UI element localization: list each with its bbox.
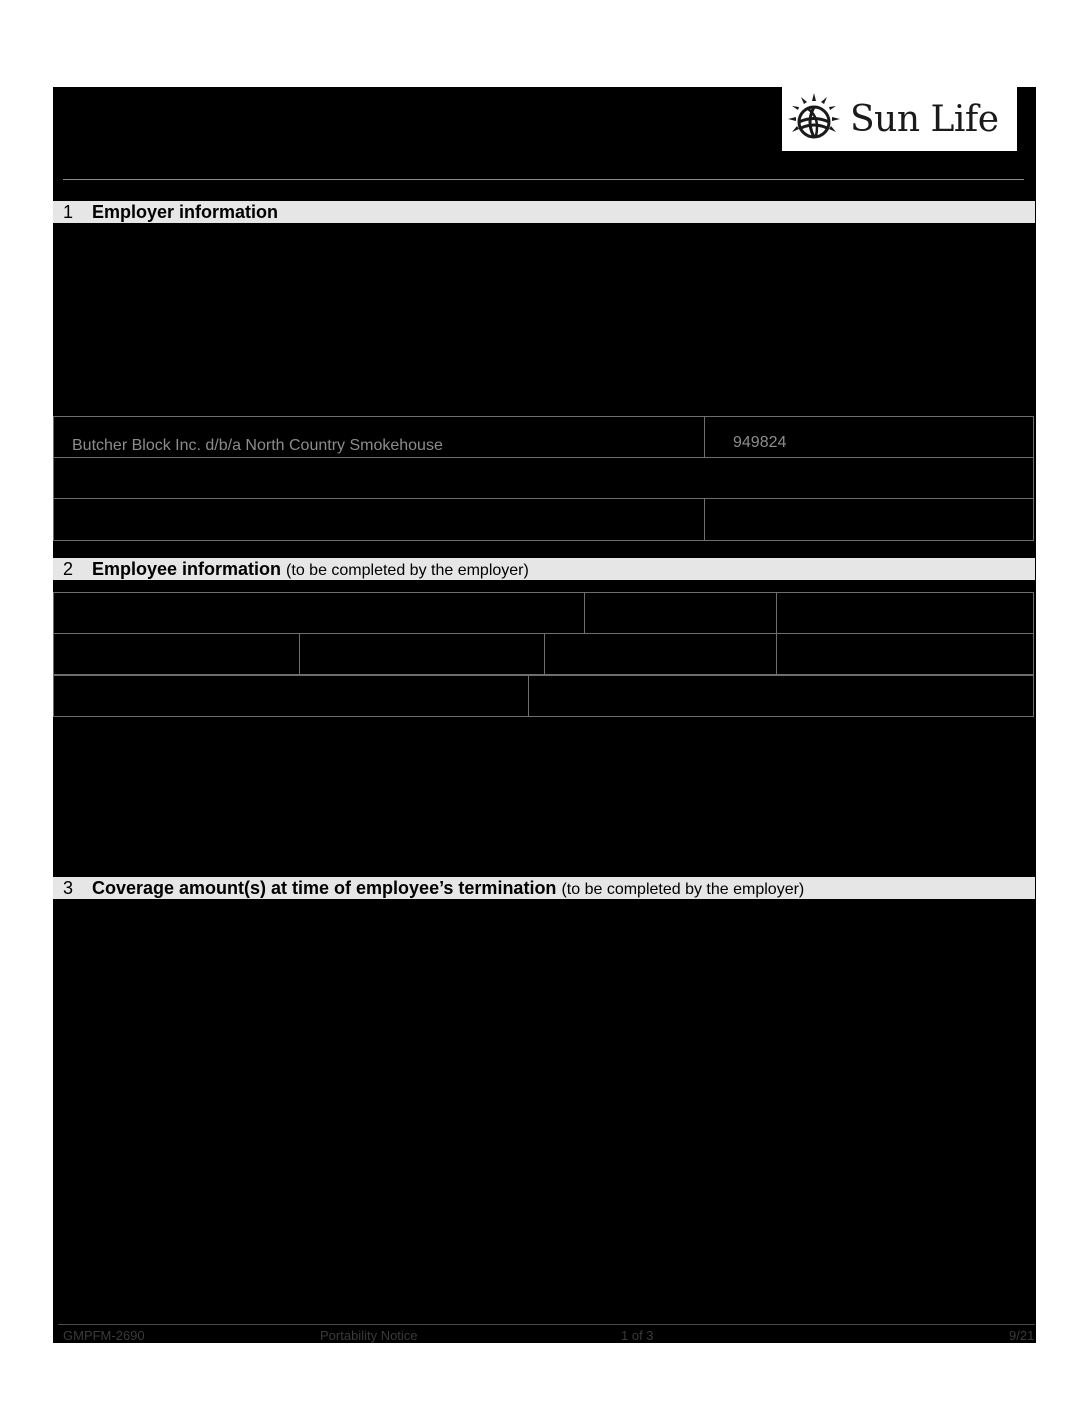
form-page <box>53 87 1036 1343</box>
section-1-header <box>53 201 1035 223</box>
section-number: 2 <box>63 559 74 579</box>
employee-id-field[interactable] <box>584 592 777 634</box>
employer-name-value: Butcher Block Inc. d/b/a North Country Smokehouse <box>72 437 443 454</box>
employer-phone-field[interactable] <box>704 498 1034 541</box>
employee-field-b[interactable] <box>299 633 545 675</box>
policy-number-value: 949824 <box>733 434 787 451</box>
section-number: 3 <box>63 878 74 898</box>
employee-field-c[interactable] <box>544 633 777 675</box>
section-2-header <box>53 558 1035 580</box>
employee-field-a[interactable] <box>53 633 300 675</box>
footer-form-title: Portability Notice <box>320 1328 418 1343</box>
section-3-header <box>53 877 1035 899</box>
sun-life-logo <box>782 87 1017 151</box>
employee-birth-date-field[interactable] <box>776 592 1034 634</box>
section-title: Coverage amount(s) at time of employee’s termination (to be completed by the employer) <box>92 878 805 898</box>
logo-wordmark: Sun Life <box>850 98 999 140</box>
employee-field-f[interactable] <box>528 675 1034 717</box>
sun-globe-icon <box>786 91 842 147</box>
section-number: 1 <box>63 202 74 222</box>
section-note: (to be completed by the employer) <box>561 881 805 898</box>
section-title: Employer information <box>92 202 279 222</box>
employee-field-d[interactable] <box>776 633 1034 675</box>
employer-contact-field[interactable] <box>53 498 705 541</box>
employer-address-field[interactable] <box>53 457 1034 499</box>
section-note: (to be completed by the employer) <box>286 562 529 579</box>
section-title: Employee information (to be completed by the employer) <box>92 559 529 579</box>
policy-number-field[interactable] <box>704 416 1034 458</box>
footer-page-number: 1 of 3 <box>621 1328 654 1343</box>
footer-divider <box>58 1324 1035 1325</box>
header-divider <box>63 179 1024 180</box>
employee-field-e[interactable] <box>53 675 529 717</box>
footer-form-number: GMPFM-2690 <box>63 1328 145 1343</box>
employee-name-field[interactable] <box>53 592 585 634</box>
employer-name-field[interactable] <box>53 416 705 458</box>
footer-date: 9/21 <box>1009 1328 1035 1343</box>
